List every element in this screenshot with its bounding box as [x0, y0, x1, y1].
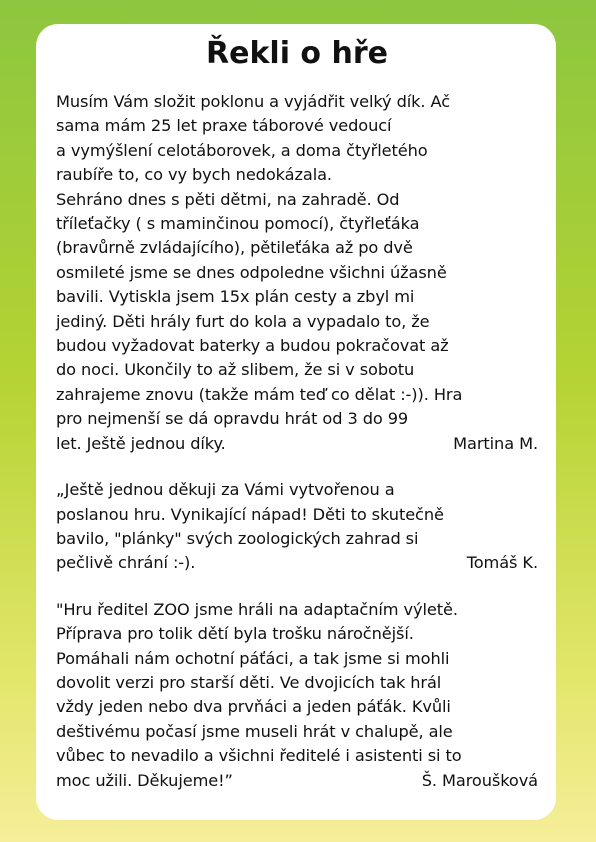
review-text-line: pro nejmenší se dá opravdu hrát od 3 do 99 — [56, 409, 409, 429]
review-text-line: vždy jeden nebo dva prvňáci a jeden páťák. Kvůli — [56, 697, 451, 717]
review-block — [56, 478, 538, 576]
review-text-line: raubíře to, co vy bych nedokázala. — [56, 165, 332, 185]
review-signature-line — [56, 551, 538, 575]
review-author: Tomáš K. — [466, 553, 538, 573]
review-text-line: Příprava pro tolik dětí byla trošku náročnější. — [56, 624, 414, 644]
review-text-line: zahrajeme znovu (takže mám teď co dělat :-)). Hra — [56, 384, 463, 404]
review-signature-line — [56, 769, 538, 793]
review-text-line: pečlivě chrání :-). — [56, 553, 196, 573]
review-text-line: let. Ještě jednou díky. — [56, 433, 226, 453]
review-text-line: Sehráno dnes s pěti dětmi, na zahradě. Od — [56, 189, 400, 209]
review-text-line: Musím Vám složit poklonu a vyjádřit velký dík. Ač — [56, 92, 451, 111]
review-text-line: sama mám 25 let praxe táborové vedoucí — [56, 116, 392, 136]
review-text-line: do noci. Ukončily to až slibem, že si v sobotu — [56, 360, 415, 380]
review-block — [56, 598, 538, 793]
review-text-line: deštivému počasí jsme museli hrát v chalupě, ale — [56, 721, 453, 741]
review-text-line: vůbec to nevadilo a všichni ředitelé i asistenti si to — [56, 746, 462, 766]
review-text-line: poslanou hru. Vynikající nápad! Děti to skutečně — [56, 504, 444, 524]
review-text-line: (bravůrně zvládajícího), pětileťáka až po dvě — [56, 238, 413, 258]
review-text-line: bavilo, "plánky" svých zoologických zahrad si — [56, 528, 419, 548]
review-text-line: dovolit verzi pro starší děti. Ve dvojicích tak hrál — [56, 672, 442, 692]
testimonial-card — [36, 24, 556, 820]
review-text-line: moc užili. Děkujeme!” — [56, 770, 233, 790]
page-title: Řekli o hře — [206, 36, 388, 71]
review-author: Š. Maroušková — [421, 770, 538, 790]
review-block — [56, 90, 538, 456]
review-text-line: Pomáhali nám ochotní páťáci, a tak jsme si mohli — [56, 648, 450, 668]
review-text-line: tříleťačky ( s maminčinou pomocí), čtyřleťáka — [56, 214, 420, 234]
review-text-line: budou vyžadovat baterky a budou pokračovat až — [56, 336, 449, 356]
reviews-list — [56, 90, 538, 793]
review-text-line: osmileté jsme se dnes odpoledne všichni úžasně — [56, 262, 447, 282]
review-text-line: a vymýšlení celotáborovek, a doma čtyřletého — [56, 140, 428, 160]
review-text-line: "Hru ředitel ZOO jsme hráli na adaptačním výletě. — [56, 599, 458, 619]
review-text-line: bavili. Vytiskla jsem 15x plán cesty a zbyl mi — [56, 287, 415, 307]
review-text-line: jediný. Děti hrály furt do kola a vypadalo to, že — [56, 311, 430, 331]
review-signature-line — [56, 432, 538, 456]
review-text-line: „Ještě jednou děkuji za Vámi vytvořenou a — [56, 480, 395, 500]
review-author: Martina M. — [453, 433, 538, 453]
